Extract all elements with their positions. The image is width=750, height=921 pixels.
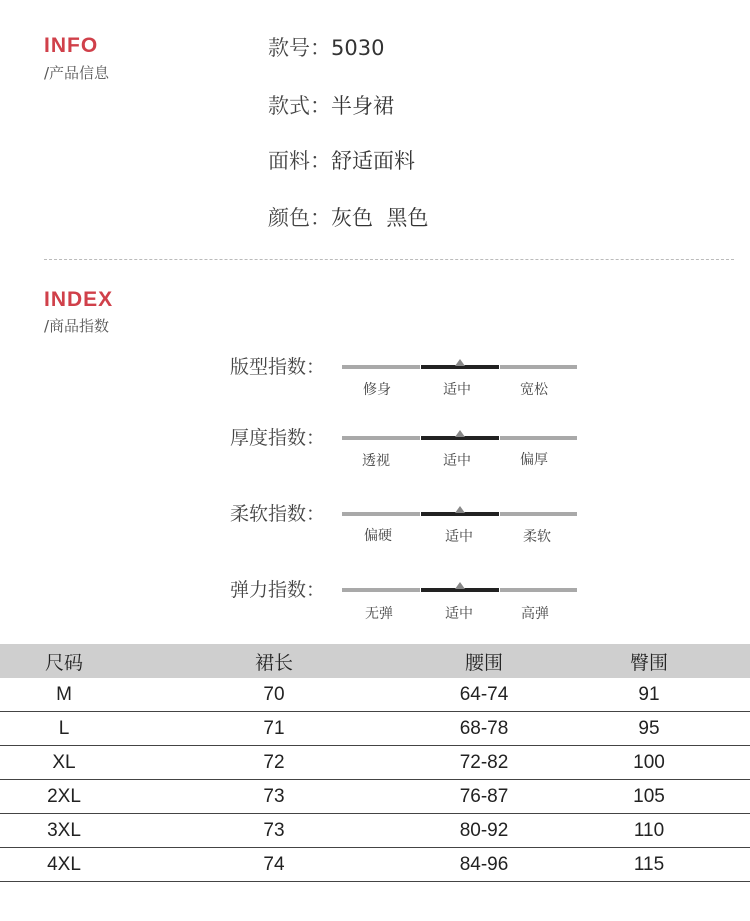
cell-waist: 80-92 [420, 814, 548, 848]
info-label: 颜色： [268, 206, 331, 230]
table-row [0, 848, 750, 882]
index-option-selected: 适中 [443, 382, 471, 398]
info-value: 灰色 黑色 [331, 206, 429, 230]
index-scale-fit [342, 365, 577, 369]
table-row [0, 678, 750, 712]
size-table [0, 644, 750, 882]
cell-length: 72 [128, 746, 420, 780]
cell-hip: 110 [548, 814, 750, 848]
table-row [0, 814, 750, 848]
index-option: 修身 [363, 382, 391, 398]
info-value: 5030 [331, 36, 385, 60]
cell-size: XL [0, 746, 128, 780]
index-option: 宽松 [520, 382, 548, 398]
cell-length: 74 [128, 848, 420, 882]
scale-marker-icon [455, 359, 465, 366]
info-row-style [268, 90, 394, 120]
index-option: 偏硬 [364, 528, 392, 544]
scale-segment [342, 365, 420, 369]
scale-segment [500, 588, 577, 592]
index-option: 高弹 [521, 606, 549, 622]
cell-length: 73 [128, 780, 420, 814]
index-option-selected: 适中 [445, 529, 473, 545]
index-option: 偏厚 [520, 452, 548, 468]
index-scale-elasticity [342, 588, 577, 592]
cell-hip: 105 [548, 780, 750, 814]
cell-waist: 84-96 [420, 848, 548, 882]
cell-length: 73 [128, 814, 420, 848]
info-subtitle: /产品信息 [44, 64, 110, 82]
cell-length: 70 [128, 678, 420, 712]
info-row-style-number [268, 32, 384, 62]
scale-segment [500, 512, 577, 516]
header-waist: 腰围 [420, 644, 548, 678]
table-row [0, 780, 750, 814]
index-option: 透视 [362, 453, 390, 469]
scale-marker-icon [455, 506, 465, 513]
scale-marker-icon [455, 582, 465, 589]
header-size: 尺码 [0, 644, 128, 678]
cell-waist: 68-78 [420, 712, 548, 746]
cell-hip: 91 [548, 678, 750, 712]
index-option: 无弹 [365, 606, 393, 622]
cell-size: 3XL [0, 814, 128, 848]
index-subtitle: /商品指数 [44, 317, 110, 335]
cell-waist: 76-87 [420, 780, 548, 814]
size-table-header [0, 644, 750, 678]
index-option-selected: 适中 [445, 606, 473, 622]
cell-size: M [0, 678, 128, 712]
cell-size: 2XL [0, 780, 128, 814]
index-scale-thickness [342, 436, 577, 440]
cell-waist: 72-82 [420, 746, 548, 780]
cell-size: L [0, 712, 128, 746]
info-label: 款号： [268, 36, 331, 60]
cell-waist: 64-74 [420, 678, 548, 712]
index-option: 柔软 [523, 529, 551, 545]
scale-marker-icon [455, 430, 465, 437]
cell-hip: 95 [548, 712, 750, 746]
table-row [0, 746, 750, 780]
scale-segment [342, 588, 420, 592]
info-label: 款式： [268, 94, 331, 118]
scale-segment [342, 512, 420, 516]
index-label-fit: 版型指数： [230, 356, 326, 378]
info-value: 舒适面料 [331, 149, 415, 173]
table-row [0, 712, 750, 746]
section-divider [44, 259, 734, 260]
header-hip: 臀围 [548, 644, 750, 678]
index-title: INDEX [44, 288, 114, 311]
scale-segment [342, 436, 420, 440]
info-row-fabric [268, 145, 415, 175]
info-title: INFO [44, 34, 99, 57]
index-label-softness: 柔软指数： [230, 503, 326, 525]
header-length: 裙长 [128, 644, 420, 678]
index-option-selected: 适中 [443, 453, 471, 469]
scale-segment [500, 365, 577, 369]
info-value: 半身裙 [331, 94, 394, 118]
cell-size: 4XL [0, 848, 128, 882]
info-label: 面料： [268, 149, 331, 173]
cell-hip: 115 [548, 848, 750, 882]
cell-hip: 100 [548, 746, 750, 780]
cell-length: 71 [128, 712, 420, 746]
index-label-thickness: 厚度指数： [230, 427, 326, 449]
index-label-elasticity: 弹力指数： [230, 579, 326, 601]
info-row-color [268, 202, 428, 232]
index-scale-softness [342, 512, 577, 516]
scale-segment [500, 436, 577, 440]
